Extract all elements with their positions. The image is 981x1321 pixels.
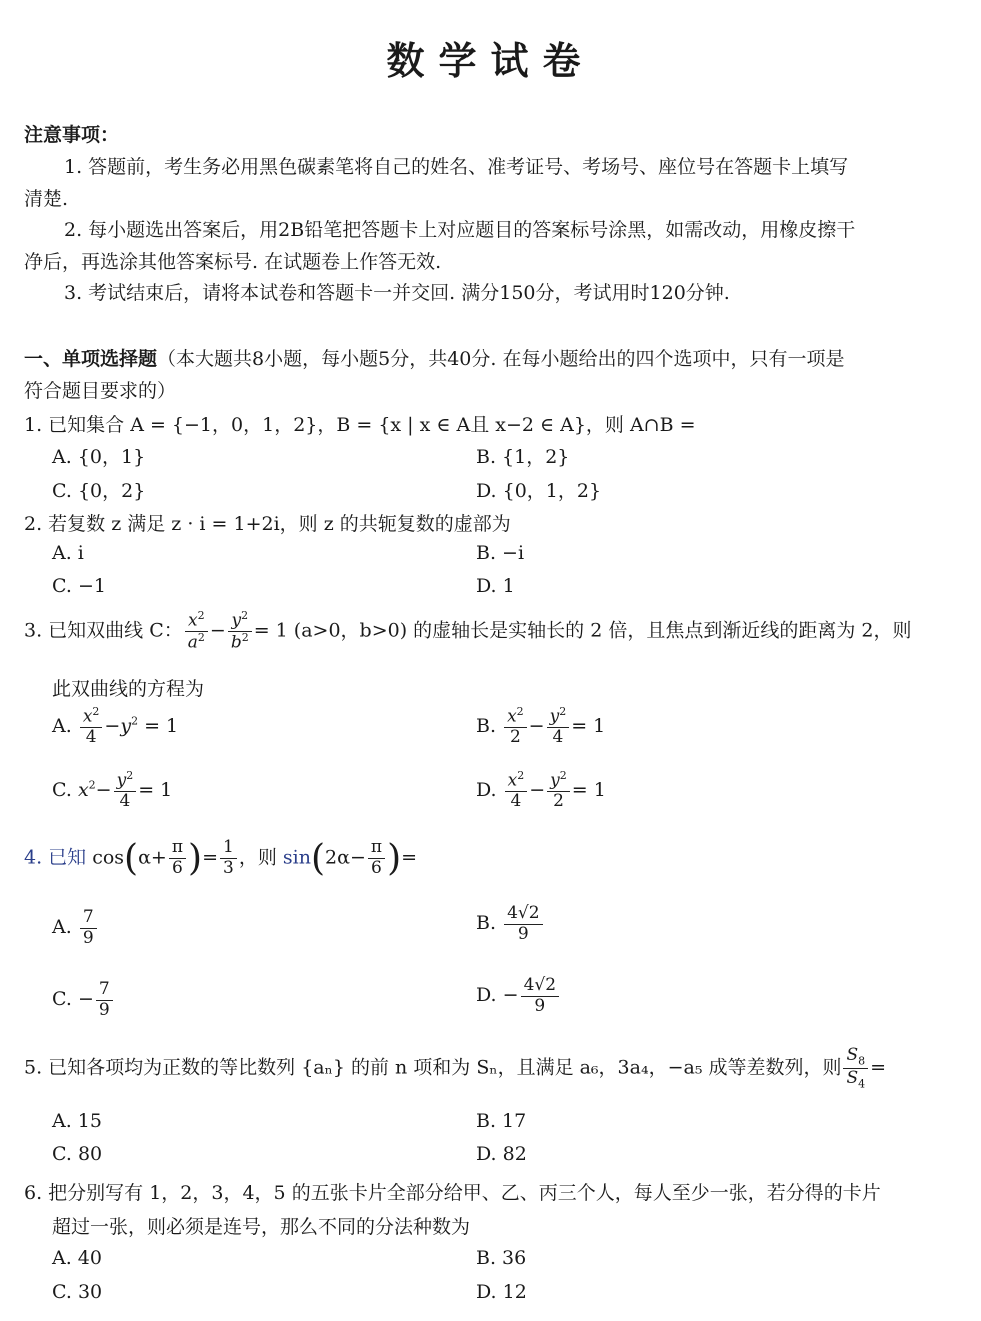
q6-option-c: C. 30 [52,1281,103,1303]
q4-option-d-label: D. [476,984,497,1007]
q2-option-b: B. −i [476,542,525,564]
q4-stem-mid: ，则 [238,846,277,869]
q3-option-b: B. $\frac{x^2}{2}$ − $\frac{y^2}{4}$ = 1 [476,705,606,748]
section-1-header [24,344,844,371]
section-1-desc: （本大题共8小题，每小题5分，共40分. 在每小题给出的四个选项中，只有一项是 [157,348,845,370]
q4-option-d: D. − $\frac{4√2}{9}$ [476,976,561,1016]
q3-option-a-label: A. [52,714,72,737]
exam-title: 数学试卷 [386,38,595,83]
q3-option-a: A. $\frac{x^2}{4}$ $-y^2 = 1$ [52,705,179,748]
q2-stem: 2. 若复数 z 满足 z · i = 1+2i，则 z 的共轭复数的虚部为 [24,513,511,535]
q3-option-b-label: B. [476,714,497,737]
q3-option-d: D. $\frac{x^2}{4}$ − $\frac{y^2}{2}$ = 1 [476,769,606,812]
q2-option-c: C. −1 [52,575,106,597]
q2-option-a: A. i [52,542,84,564]
q4-option-b: B. $\frac{4√2}{9}$ [476,904,545,944]
q3-stem: 3. 已知双曲线 C： $\frac{x^2}{a^2}$ − $\frac{y^2}{b^2}$ = 1 (a>0，b>0) 的虚轴长是实轴长的 2 倍，且焦点到渐近线的距离为 2，则 [24,609,912,653]
notice-item-2-cont: 净后，再选涂其他答案标号. 在试题卷上作答无效. [24,251,442,273]
notice-item-3: 3. 考试结束后，请将本试卷和答题卡一并交回. 满分150分，考试用时120分钟. [64,282,730,304]
q3-option-c: C. $x^2-$ $\frac{y^2}{4}$ = 1 [52,769,173,812]
q4-option-c: C. − $\frac{7}{9}$ [52,980,115,1020]
q4-option-b-label: B. [476,912,497,935]
q3-fraction-x: $\frac{x^2}{a^2}$ [185,610,208,653]
q5-option-d: D. 82 [476,1143,527,1165]
q6-option-b: B. 36 [476,1247,527,1269]
q3-stem-cont: 此双曲线的方程为 [52,678,205,700]
q5-option-c: C. 80 [52,1143,103,1165]
notice-heading: 注意事项： [24,124,120,146]
section-1-heading: 一、单项选择题 [24,348,158,370]
q3-fraction-y: $\frac{y^2}{b^2}$ [228,610,252,653]
q3-option-c-label: C. [52,778,72,801]
q5-stem-text: 5. 已知各项均为正数的等比数列 {aₙ} 的前 n 项和为 Sₙ，且满足 a₆，3a₄，−a₅ 成等差数列，则 [24,1056,842,1079]
q1-stem: 1. 已知集合 A = {−1，0，1，2}，B = {x | x ∈ A且 x−2 ∈ A}，则 A∩B = [24,414,696,436]
q5-option-a: A. 15 [52,1110,102,1132]
q1-option-a: A. {0，1} [52,446,146,468]
q4-option-c-label: C. [52,988,72,1011]
q6-option-d: D. 12 [476,1281,527,1303]
q5-stem: 5. 已知各项均为正数的等比数列 {aₙ} 的前 n 项和为 Sₙ，且满足 a₆，3a₄，−a₅ 成等差数列，则 $\frac{S_8}{S_4}$ = [24,1045,887,1091]
notice-item-1-cont: 清楚. [24,188,69,210]
q2-option-d: D. 1 [476,575,515,597]
q3-stem-prefix: 3. 已知双曲线 C： [24,619,183,642]
q1-option-d: D. {0，1，2} [476,480,602,502]
q3-option-d-label: D. [476,778,497,801]
section-1-desc-cont: 符合题目要求的） [24,380,177,402]
q6-stem: 6. 把分别写有 1，2，3，4，5 的五张卡片全部分给甲、乙、丙三个人，每人至少一张，若分得的卡片 [24,1182,881,1204]
q4-stem-prefix: 4. 已知 [24,846,87,869]
q4-option-a-label: A. [52,916,72,939]
notice-item-1: 1. 答题前，考生务必用黑色碳素笔将自己的姓名、准考证号、考场号、座位号在答题卡上填写 [64,156,849,178]
q1-option-b: B. {1，2} [476,446,570,468]
q4-stem: 4. 已知 cos(α+ $\frac{\pi}{6}$ )= $\frac{1}{3}$ ，则 sin(2α− $\frac{\pi}{6}$ )= [24,837,418,879]
q5-option-b: B. 17 [476,1110,527,1132]
notice-item-2: 2. 每小题选出答案后，用2B铅笔把答题卡上对应题目的答案标号涂黑，如需改动，用橡皮擦干 [64,219,856,241]
q4-option-a: A. $\frac{7}{9}$ [52,908,99,948]
q1-option-c: C. {0，2} [52,480,146,502]
q3-stem-suffix: = 1 (a>0，b>0) 的虚轴长是实轴长的 2 倍，且焦点到渐近线的距离为 2，则 [253,619,912,642]
q6-stem-cont: 超过一张，则必须是连号，那么不同的分法种数为 [52,1216,471,1238]
q6-option-a: A. 40 [52,1247,102,1269]
